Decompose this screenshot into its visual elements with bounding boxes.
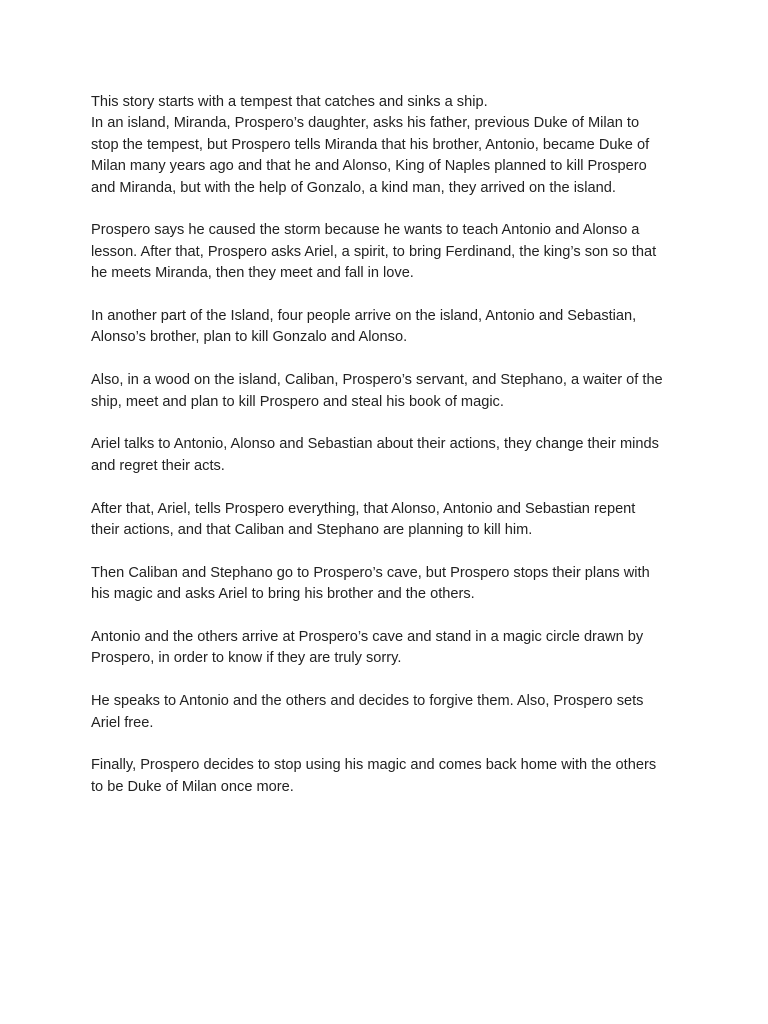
paragraph-1: [91, 92, 691, 199]
text-line: to be Duke of Milan once more.: [91, 778, 294, 795]
paragraph-9: [91, 691, 691, 734]
paragraph-3: [91, 306, 691, 349]
text-line: his magic and asks Ariel to bring his brother and the others.: [91, 586, 475, 603]
text-line: In another part of the Island, four people arrive on the island, Antonio and Sebastian,: [91, 308, 637, 325]
text-line: Prospero, in order to know if they are truly sorry.: [91, 650, 402, 667]
text-line: Alonso’s brother, plan to kill Gonzalo and Alonso.: [91, 329, 408, 346]
paragraph-7: [91, 563, 691, 606]
text-line: Antonio and the others arrive at Prospero’s cave and stand in a magic circle drawn by: [91, 629, 644, 646]
text-line: Prospero says he caused the storm because he wants to teach Antonio and Alonso a: [91, 222, 640, 239]
text-line: stop the tempest, but Prospero tells Miranda that his brother, Antonio, became Duke of: [91, 136, 650, 153]
text-line: Ariel free.: [91, 714, 154, 731]
text-line: After that, Ariel, tells Prospero everything, that Alonso, Antonio and Sebastian repent: [91, 500, 636, 517]
text-line: He speaks to Antonio and the others and decides to forgive them. Also, Prospero sets: [91, 693, 644, 710]
paragraph-10: [91, 755, 691, 798]
text-line: ship, meet and plan to kill Prospero and steal his book of magic.: [91, 393, 504, 410]
text-line: Then Caliban and Stephano go to Prospero’s cave, but Prospero stops their plans with: [91, 564, 650, 581]
text-line: and Miranda, but with the help of Gonzalo, a kind man, they arrived on the island.: [91, 179, 616, 196]
text-line: In an island, Miranda, Prospero’s daughter, asks his father, previous Duke of Milan to: [91, 115, 640, 132]
text-line: Also, in a wood on the island, Caliban, Prospero’s servant, and Stephano, a waiter of the: [91, 372, 663, 389]
paragraph-2: [91, 220, 691, 284]
text-line: and regret their acts.: [91, 457, 225, 474]
text-line: This story starts with a tempest that catches and sinks a ship.: [91, 94, 488, 110]
paragraph-6: [91, 499, 691, 542]
text-line: Ariel talks to Antonio, Alonso and Sebastian about their actions, they change their minds: [91, 436, 659, 453]
document-body: [91, 92, 691, 820]
paragraph-5: [91, 434, 691, 477]
text-line: their actions, and that Caliban and Stephano are planning to kill him.: [91, 522, 533, 539]
text-line: Milan many years ago and that he and Alonso, King of Naples planned to kill Prospero: [91, 158, 647, 175]
text-line: Finally, Prospero decides to stop using his magic and comes back home with the others: [91, 757, 657, 774]
text-line: lesson. After that, Prospero asks Ariel, a spirit, to bring Ferdinand, the king’s son so that: [91, 243, 657, 260]
paragraph-4: [91, 370, 691, 413]
text-line: he meets Miranda, then they meet and fall in love.: [91, 265, 414, 282]
paragraph-8: [91, 627, 691, 670]
